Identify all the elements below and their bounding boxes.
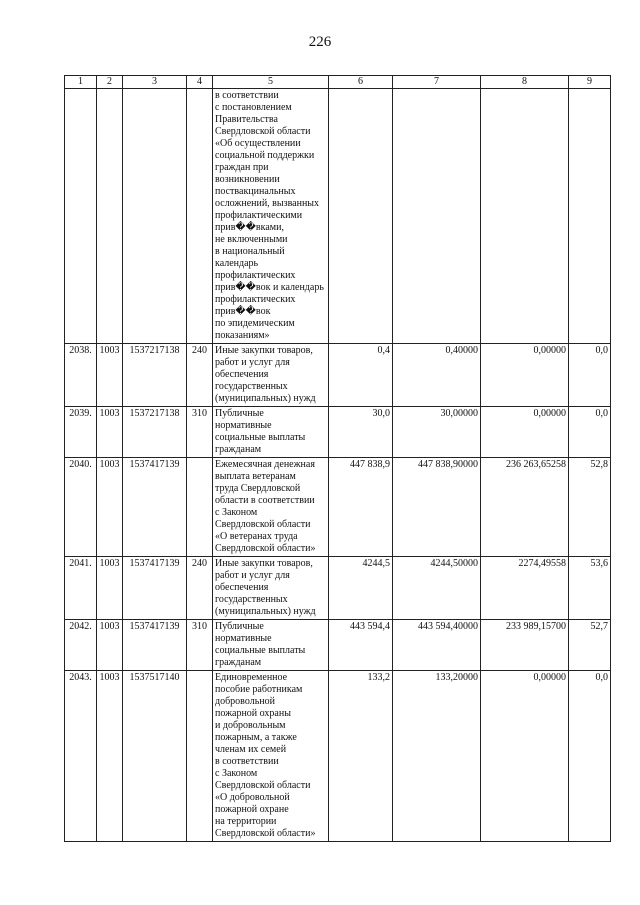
expense-type-code <box>187 89 213 344</box>
executed-amount: 236 263,65258 <box>481 458 569 557</box>
item-name: Публичные нормативные социальные выплаты гражданам <box>213 620 329 671</box>
execution-percent: 0,0 <box>569 344 611 407</box>
table-row <box>65 344 611 407</box>
budget-table <box>64 75 611 842</box>
target-article-code: 1537417139 <box>123 557 187 620</box>
row-number <box>65 89 97 344</box>
refined-amount: 443 594,40000 <box>393 620 481 671</box>
planned-amount: 0,4 <box>329 344 393 407</box>
section-code: 1003 <box>97 620 123 671</box>
planned-amount: 133,2 <box>329 671 393 842</box>
column-header: 7 <box>393 76 481 89</box>
expense-type-code: 240 <box>187 344 213 407</box>
column-header: 3 <box>123 76 187 89</box>
target-article-code: 1537517140 <box>123 671 187 842</box>
target-article-code: 1537417139 <box>123 458 187 557</box>
execution-percent: 52,8 <box>569 458 611 557</box>
column-header: 8 <box>481 76 569 89</box>
item-name: Ежемесячная денежная выплата ветеранам труда Свердловской области в соответствии с Законом Свердловской области «О ветеранах труда Свердловской области» <box>213 458 329 557</box>
section-code: 1003 <box>97 344 123 407</box>
executed-amount: 0,00000 <box>481 407 569 458</box>
executed-amount: 0,00000 <box>481 671 569 842</box>
execution-percent: 53,6 <box>569 557 611 620</box>
row-number: 2041. <box>65 557 97 620</box>
target-article-code: 1537217138 <box>123 407 187 458</box>
row-number: 2042. <box>65 620 97 671</box>
planned-amount: 447 838,9 <box>329 458 393 557</box>
table-body <box>65 89 611 842</box>
item-name: в соответствии с постановлением Правительства Свердловской области «Об осуществлении социальной поддержки граждан при возникновении поствакцинальных осложнений, вызванных профилактическими прив��вками, не включенными в национальный календарь профилактических прив��вок и календарь профилактических прив��вок по эпидемическим показаниям» <box>213 89 329 344</box>
table-row <box>65 557 611 620</box>
row-number: 2040. <box>65 458 97 557</box>
section-code: 1003 <box>97 671 123 842</box>
refined-amount <box>393 89 481 344</box>
item-name: Иные закупки товаров, работ и услуг для обеспечения государственных (муниципальных) нужд <box>213 557 329 620</box>
planned-amount: 4244,5 <box>329 557 393 620</box>
table-row <box>65 407 611 458</box>
header-row <box>65 76 611 89</box>
refined-amount: 447 838,90000 <box>393 458 481 557</box>
table-row <box>65 620 611 671</box>
item-name: Единовременное пособие работникам добровольной пожарной охраны и добровольным пожарным, а также членам их семей в соответствии с Законом Свердловской области «О добровольной пожарной охране на территории Свердловской области» <box>213 671 329 842</box>
executed-amount: 0,00000 <box>481 344 569 407</box>
row-number: 2039. <box>65 407 97 458</box>
target-article-code <box>123 89 187 344</box>
planned-amount: 443 594,4 <box>329 620 393 671</box>
executed-amount: 233 989,15700 <box>481 620 569 671</box>
column-header: 5 <box>213 76 329 89</box>
expense-type-code: 310 <box>187 620 213 671</box>
execution-percent: 52,7 <box>569 620 611 671</box>
section-code: 1003 <box>97 557 123 620</box>
target-article-code: 1537217138 <box>123 344 187 407</box>
executed-amount: 2274,49558 <box>481 557 569 620</box>
row-number: 2043. <box>65 671 97 842</box>
expense-type-code: 310 <box>187 407 213 458</box>
executed-amount <box>481 89 569 344</box>
refined-amount: 0,40000 <box>393 344 481 407</box>
page-number: 226 <box>308 34 332 50</box>
section-code <box>97 89 123 344</box>
row-number: 2038. <box>65 344 97 407</box>
refined-amount: 133,20000 <box>393 671 481 842</box>
execution-percent: 0,0 <box>569 407 611 458</box>
target-article-code: 1537417139 <box>123 620 187 671</box>
column-header: 6 <box>329 76 393 89</box>
execution-percent: 0,0 <box>569 671 611 842</box>
planned-amount: 30,0 <box>329 407 393 458</box>
table-row <box>65 89 611 344</box>
planned-amount <box>329 89 393 344</box>
item-name: Публичные нормативные социальные выплаты гражданам <box>213 407 329 458</box>
column-header: 1 <box>65 76 97 89</box>
column-header: 4 <box>187 76 213 89</box>
column-header: 9 <box>569 76 611 89</box>
section-code: 1003 <box>97 458 123 557</box>
item-name: Иные закупки товаров, работ и услуг для обеспечения государственных (муниципальных) нужд <box>213 344 329 407</box>
column-header: 2 <box>97 76 123 89</box>
refined-amount: 30,00000 <box>393 407 481 458</box>
section-code: 1003 <box>97 407 123 458</box>
expense-type-code <box>187 671 213 842</box>
table-row <box>65 671 611 842</box>
table-row <box>65 458 611 557</box>
execution-percent <box>569 89 611 344</box>
expense-type-code: 240 <box>187 557 213 620</box>
refined-amount: 4244,50000 <box>393 557 481 620</box>
expense-type-code <box>187 458 213 557</box>
